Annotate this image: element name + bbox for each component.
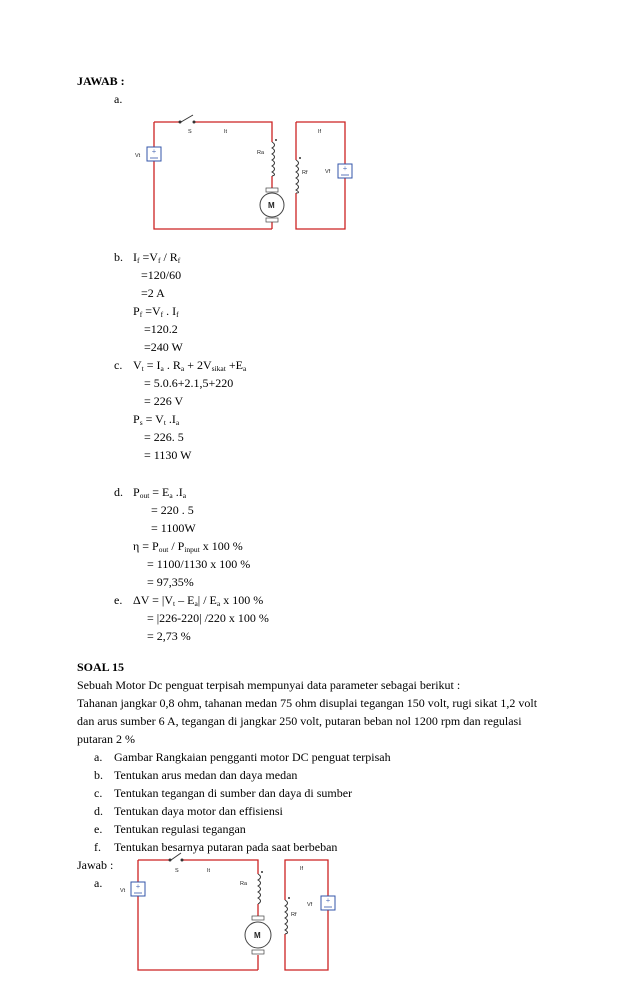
c2-rf-label: Rf [291, 912, 297, 918]
svg-text:+: + [135, 882, 141, 891]
c1-s-label: S [188, 129, 192, 135]
part-c-line4: $P_s = V_t$ $.I_a$ [133, 412, 180, 427]
c2-vt-label: Vt [120, 888, 126, 894]
c2-ra-label: Ra [240, 881, 248, 887]
soal-item-d-text: Tentukan daya motor dan effisiensi [114, 804, 283, 818]
part-b-label: b. [114, 250, 123, 264]
part-b-line4: $P_f =V_f$ . $I_f$ [133, 304, 179, 319]
soal-item-b-letter: b. [94, 768, 103, 782]
soal-item-c-letter: c. [94, 786, 103, 800]
soal-item-f-text: Tentukan besarnya putaran pada saat berbeban [114, 840, 338, 854]
svg-text:+: + [342, 164, 348, 173]
part-d-line3: = 1100W [151, 521, 196, 535]
soal-item-d-letter: d. [94, 804, 103, 818]
soal-item-b-text: Tentukan arus medan dan daya medan [114, 768, 298, 782]
c1-vt-label: Vt [135, 153, 141, 159]
part-c-label: c. [114, 358, 123, 372]
jawab-heading: JAWAB : [77, 74, 125, 88]
svg-text:+: + [325, 896, 331, 905]
svg-text:+: + [151, 147, 157, 156]
part-d-line6: = 97,35% [147, 575, 194, 589]
part-c-line5: = 226. 5 [144, 430, 184, 444]
vf-source-2 [321, 896, 335, 910]
soal-item-f-letter: f. [94, 840, 101, 854]
switch-2 [169, 853, 184, 862]
part-e-label: e. [114, 593, 123, 607]
soal-body-line-2: dan arus sumber 6 A, tegangan di jangkar 250 volt, putaran beban nol 1200 rpm dan regulasi [77, 714, 522, 728]
soal-body-line-3: putaran 2 % [77, 732, 135, 746]
c1-if-label: If [318, 129, 322, 135]
soal-item-e-text: Tentukan regulasi tegangan [114, 822, 246, 836]
vt-source-2 [131, 882, 145, 896]
soal-item-a-letter: a. [94, 750, 103, 764]
part-e-line1: $\Delta V = |V_t - E_a| / E_a$ x 100 % [133, 593, 264, 608]
c2-it-label: It [207, 868, 211, 874]
soal-item-e-letter: e. [94, 822, 103, 836]
c2-s-label: S [175, 868, 179, 874]
part-b-line3: =2 A [141, 286, 165, 300]
part-d-line2: = 220 . 5 [151, 503, 194, 517]
c1-ra-label: Ra [257, 150, 265, 156]
part-e-line2: = |226-220| /220 x 100 % [147, 611, 269, 625]
inductor-rf-2 [285, 897, 290, 934]
part-d-line1: $P_{out} = E_a$ $.I_a$ [133, 485, 187, 500]
c2-if-label: If [300, 866, 304, 872]
part-b-line2: =120/60 [141, 268, 182, 282]
c2-vf-label: Vf [307, 902, 313, 908]
inductor-ra-2 [258, 871, 263, 904]
jawab2-a-label: a. [94, 876, 103, 890]
part-a-label: a. [114, 92, 123, 106]
jawab2-heading: Jawab : [77, 858, 114, 872]
soal-intro: Sebuah Motor Dc penguat terpisah mempunyai data parameter sebagai berikut : [77, 678, 461, 692]
part-c-line2: = 5.0.6+2.1,5+220 [144, 376, 234, 390]
soal-heading: SOAL 15 [77, 660, 125, 674]
part-d-line4: $\eta = P_{out} / P_{input}$ x 100 % [133, 539, 243, 554]
soal-item-a-text: Gambar Rangkaian pengganti motor DC penguat terpisah [114, 750, 391, 764]
part-c-line3: = 226 V [144, 394, 184, 408]
part-e-line3: = 2,73 % [147, 629, 191, 643]
part-b-line5: =120.2 [144, 322, 178, 336]
c1-motor-label: M [268, 201, 275, 210]
c2-motor-label: M [254, 931, 261, 940]
part-d-line5: = 1100/1130 x 100 % [147, 557, 251, 571]
c1-rf-label: Rf [302, 170, 308, 176]
part-c-line6: = 1130 W [144, 448, 192, 462]
part-d-label: d. [114, 485, 123, 499]
c1-it-label: It [224, 129, 228, 135]
part-c-line1: $V_t = I_a$ . $R_a + 2V_{sikat} +E_a$ [133, 358, 247, 373]
part-b-line6: =240 W [144, 340, 183, 354]
soal-item-c-text: Tentukan tegangan di sumber dan daya di sumber [114, 786, 353, 800]
circuit-2-wires [135, 860, 328, 970]
part-b-line1: $I_f =V_f / R_f$ [133, 250, 181, 265]
soal-body-line-1: Tahanan jangkar 0,8 ohm, tahanan medan 75 ohm disuplai tegangan 150 volt, rugi sikat 1,2 volt [77, 696, 538, 710]
c1-vf-label: Vf [325, 169, 331, 175]
